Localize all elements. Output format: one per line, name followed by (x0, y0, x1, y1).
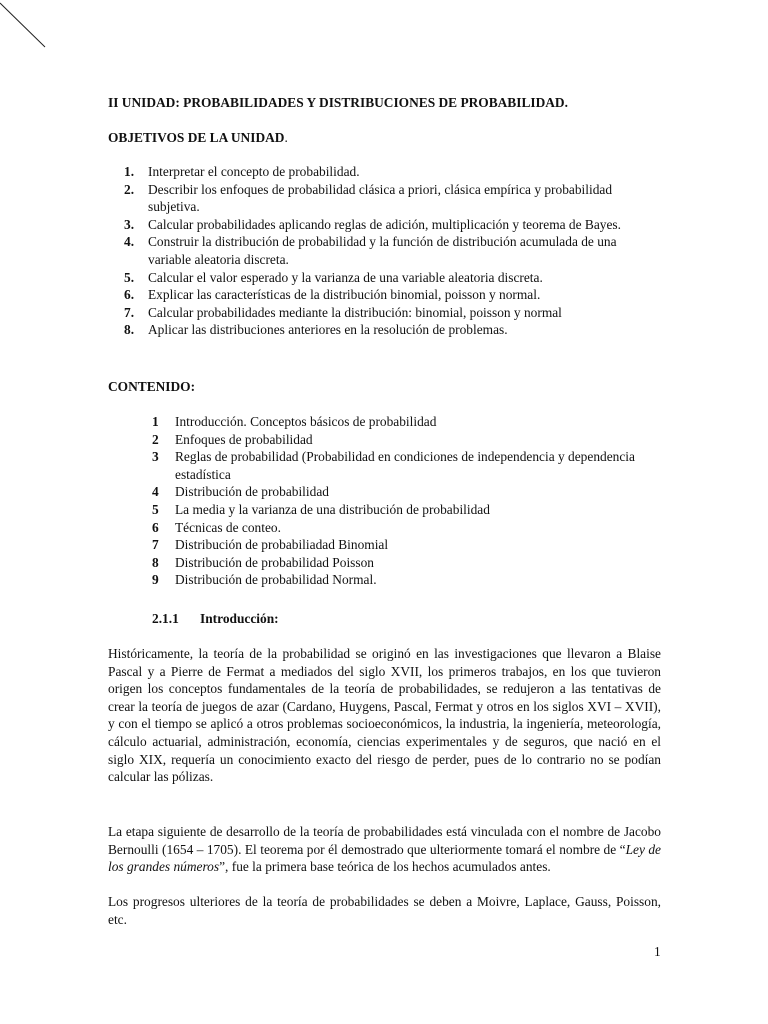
objective-item (108, 269, 662, 287)
content-item (108, 554, 662, 572)
page-corner-fold-line (0, 0, 50, 50)
content-text: Distribución de probabilidad (175, 484, 329, 500)
objective-item (108, 304, 662, 322)
objective-item (108, 286, 662, 304)
subsection-heading (152, 610, 279, 628)
objective-item (108, 233, 662, 268)
objective-number: 1. (124, 164, 135, 179)
page-number: 1 (654, 944, 661, 959)
content-text: Distribución de probabilidad Poisson (175, 554, 374, 570)
content-number: 8 (152, 554, 159, 570)
contents-list (108, 413, 662, 589)
objective-text: Calcular probabilidades mediante la distribución: binomial, poisson y normal (148, 304, 562, 320)
content-item (108, 536, 662, 554)
content-text: Técnicas de conteo. (175, 519, 281, 535)
objectives-list (108, 163, 662, 339)
content-text: Distribución de probabilidad Normal. (175, 572, 377, 588)
objectives-heading-dot: . (284, 130, 288, 145)
paragraph-bernoulli-text-before: La etapa siguiente de desarrollo de la teoría de probabilidades está vinculada con el nombre de Jacobo Bernoulli (1654 – 1705). El teorema por él demostrado que ulteriormente tomará el nombre de “ (108, 824, 661, 857)
objective-text: Explicar las características de la distribución binomial, poisson y normal. (148, 287, 541, 303)
objective-text: Describir los enfoques de probabilidad clásica a priori, clásica empírica y probabilidad subjetiva. (148, 181, 613, 215)
objectives-heading-text: OBJETIVOS DE LA UNIDAD (108, 130, 285, 145)
content-text: Distribución de probabiliadad Binomial (175, 537, 389, 553)
objectives-heading (108, 129, 288, 147)
objective-number: 3. (124, 216, 135, 232)
unit-title: II UNIDAD: PROBABILIDADES Y DISTRIBUCIONES DE PROBABILIDAD. (108, 95, 568, 110)
objective-number: 7. (124, 304, 135, 320)
subsection-title: Introducción: (200, 611, 279, 626)
objective-number: 6. (124, 287, 135, 303)
content-number: 2 (152, 431, 159, 447)
content-item (108, 431, 662, 449)
content-item (108, 413, 662, 431)
objective-text: Interpretar el concepto de probabilidad. (148, 164, 360, 179)
content-number: 7 (152, 537, 159, 553)
objective-number: 8. (124, 322, 135, 338)
paragraph-progress: Los progresos ulteriores de la teoría de probabilidades se deben a Moivre, Laplace, Gauss, Poisson, etc. (108, 894, 661, 927)
content-number: 5 (152, 501, 159, 517)
objective-item (108, 181, 662, 216)
paragraph-bernoulli (108, 823, 661, 876)
content-number: 1 (152, 414, 159, 429)
subsection-number: 2.1.1 (152, 611, 179, 626)
objective-item (108, 216, 662, 234)
paragraph-bernoulli-text-after: ”, fue la primera base teórica de los hechos acumulados antes. (219, 859, 551, 875)
content-number: 9 (152, 572, 159, 588)
content-item (108, 483, 662, 501)
objective-number: 5. (124, 269, 135, 285)
content-text: Enfoques de probabilidad (175, 431, 313, 447)
paragraph-bernoulli-law-name: Ley de los grandes números (108, 841, 661, 875)
objective-text: Construir la distribución de probabilidad y la función de distribución acumulada de una variable aleatoria discreta. (148, 234, 617, 267)
objective-text: Calcular probabilidades aplicando reglas de adición, multiplicación y teorema de Bayes. (148, 216, 621, 232)
objective-text: Aplicar las distribuciones anteriores en la resolución de problemas. (148, 322, 508, 338)
objective-text: Calcular el valor esperado y la varianza de una variable aleatoria discreta. (148, 269, 543, 285)
objective-number: 4. (124, 234, 135, 250)
content-number: 4 (152, 484, 159, 500)
content-text: Reglas de probabilidad (Probabilidad en condiciones de independencia y dependencia estadística (175, 449, 635, 482)
objective-number: 2. (124, 181, 135, 197)
content-text: Introducción. Conceptos básicos de probabilidad (175, 414, 437, 429)
contents-heading: CONTENIDO: (108, 379, 196, 394)
content-number: 6 (152, 519, 159, 535)
objective-item (108, 321, 662, 339)
content-item (108, 571, 662, 589)
objective-item (108, 163, 662, 181)
content-item (108, 519, 662, 537)
content-text: La media y la varianza de una distribución de probabilidad (175, 501, 490, 517)
content-item (108, 501, 662, 519)
paragraph-history: Históricamente, la teoría de la probabilidad se originó en las investigaciones que llevaron a Blaise Pascal y a Pierre de Fermat a mediados del siglo XVII, los primeros trabajos, en los que tuvieron origen los conceptos fundamentales de la teoría de probabilidades, se redujeron a las tentativas de crear la teoría de juegos de azar (Cardano, Huygens, Pascal, Fermat y otros en los siglos XVI – XVII), y con el tiempo se aplicó a otros problemas socioeconómicos, la industria, la ingeniería, meteorología, cálculo actuarial, administración, economía, ciencias experimentales y de seguros, que nació en el siglo XIX, requería un conocimiento exacto del riesgo de perder, pues de lo contrario no se podían calcular las pólizas. (108, 646, 661, 785)
content-number: 3 (152, 449, 159, 465)
content-item (108, 448, 662, 483)
